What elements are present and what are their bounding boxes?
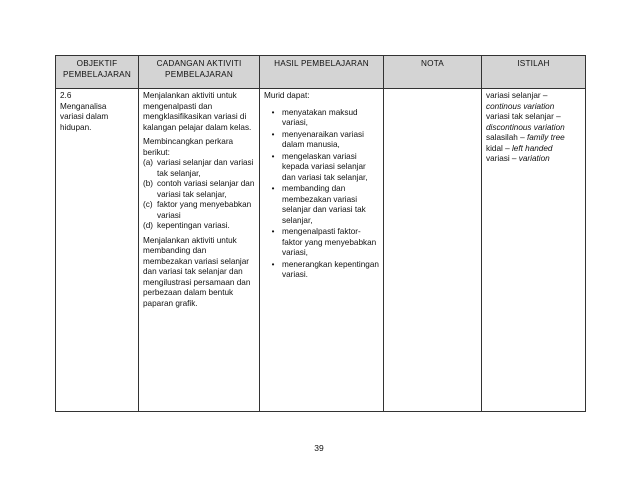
activity-list-text: kepentingan variasi. [157,221,230,230]
header-activities-line2: PEMBELAJARAN [165,70,233,79]
term-malay: variasi selanjar – [486,91,548,100]
term-english: continous variation [486,101,555,111]
activity-paragraph-1: Menjalankan aktiviti untuk mengenalpasti dan mengklasifikasikan variasi di kalangan pelajar dalam kelas. [143,91,252,132]
header-objective-line1: OBJEKTIF [76,59,118,68]
activity-list-item [143,179,255,200]
activity-list-item [143,200,255,221]
header-objective [56,56,139,89]
header-objective-line2: PEMBELAJARAN [63,70,131,79]
bullet-icon: • [271,227,275,236]
outcome-item [264,227,379,259]
activity-list-marker: (d) [143,221,154,230]
header-outcomes: HASIL PEMBELAJARAN [260,56,384,89]
outcome-item [264,130,379,151]
terms-list [486,91,581,165]
activity-list-text: faktor yang menyebabkan variasi [157,200,252,220]
outcome-item [264,260,379,281]
term-item [486,91,581,112]
activities-cell [139,89,260,412]
outcome-item [264,152,379,184]
activity-list-marker: (b) [143,179,154,188]
term-item [486,112,581,133]
bullet-icon: • [271,151,275,161]
activity-list-marker: (c) [143,200,153,209]
outcome-item [264,108,379,129]
outcome-text: mengelaskan variasi kepada variasi selanjar dan variasi tak selanjar, [282,151,368,182]
header-notes: NOTA [384,56,482,89]
activity-list-item [143,221,255,232]
term-item [486,133,581,144]
term-english: discontinous variation [486,122,565,132]
outcome-item [264,184,379,226]
term-malay: variasi – [486,154,519,163]
activity-paragraph-3: Menjalankan aktiviti untuk membanding dan membezakan variasi selanjar dan variasi tak selanjar dan mengilustrasi persamaan dan perbezaan dalam bentuk paparan grafik. [143,235,251,308]
activity-discussion-list [143,158,255,232]
outcome-text: menyenaraikan variasi dalam manusia, [282,129,364,149]
header-activities-line1: CADANGAN AKTIVITI [156,59,242,68]
header-row [56,56,586,89]
objective-cell [56,89,139,412]
activity-list-marker: (a) [143,158,154,167]
header-terms: ISTILAH [482,56,586,89]
activity-list-text: variasi selanjar dan variasi tak selanjar, [157,158,254,178]
term-english: variation [518,154,550,163]
outcome-text: menerangkan kepentingan variasi. [282,259,379,279]
header-activities [139,56,260,89]
activity-paragraph-2: Membincangkan perkara berikut: [143,137,234,157]
term-item [486,144,581,155]
objective-text: 2.6 Menganalisa variasi dalam hidupan. [60,91,109,132]
terms-cell [482,89,586,412]
term-malay: kidal – [486,143,512,153]
outcome-text: mengenalpasti faktor-faktor yang menyebabkan variasi, [282,227,377,257]
bullet-icon: • [271,259,275,269]
outcomes-cell [260,89,384,412]
bullet-icon: • [271,129,275,139]
notes-cell [384,89,482,412]
content-row [56,89,586,412]
term-malay: salasilah – [486,133,527,142]
outcome-text: menyatakan maksud variasi, [282,107,358,127]
activity-list-text: contoh variasi selanjar dan variasi tak selanjar, [157,179,255,199]
outcome-text: membanding dan membezakan variasi selanjar dan variasi tak selanjar, [282,184,366,225]
outcomes-intro: Murid dapat: [264,91,310,100]
bullet-icon: • [271,107,275,117]
bullet-icon: • [271,184,275,193]
outcomes-list [264,108,379,281]
term-english: left handed [511,143,553,153]
activity-list-item [143,158,255,179]
curriculum-table [55,55,586,412]
term-english: family tree [526,133,565,142]
page-number: 39 [314,443,324,453]
term-malay: variasi tak selanjar – [486,112,561,121]
term-item [486,154,581,165]
